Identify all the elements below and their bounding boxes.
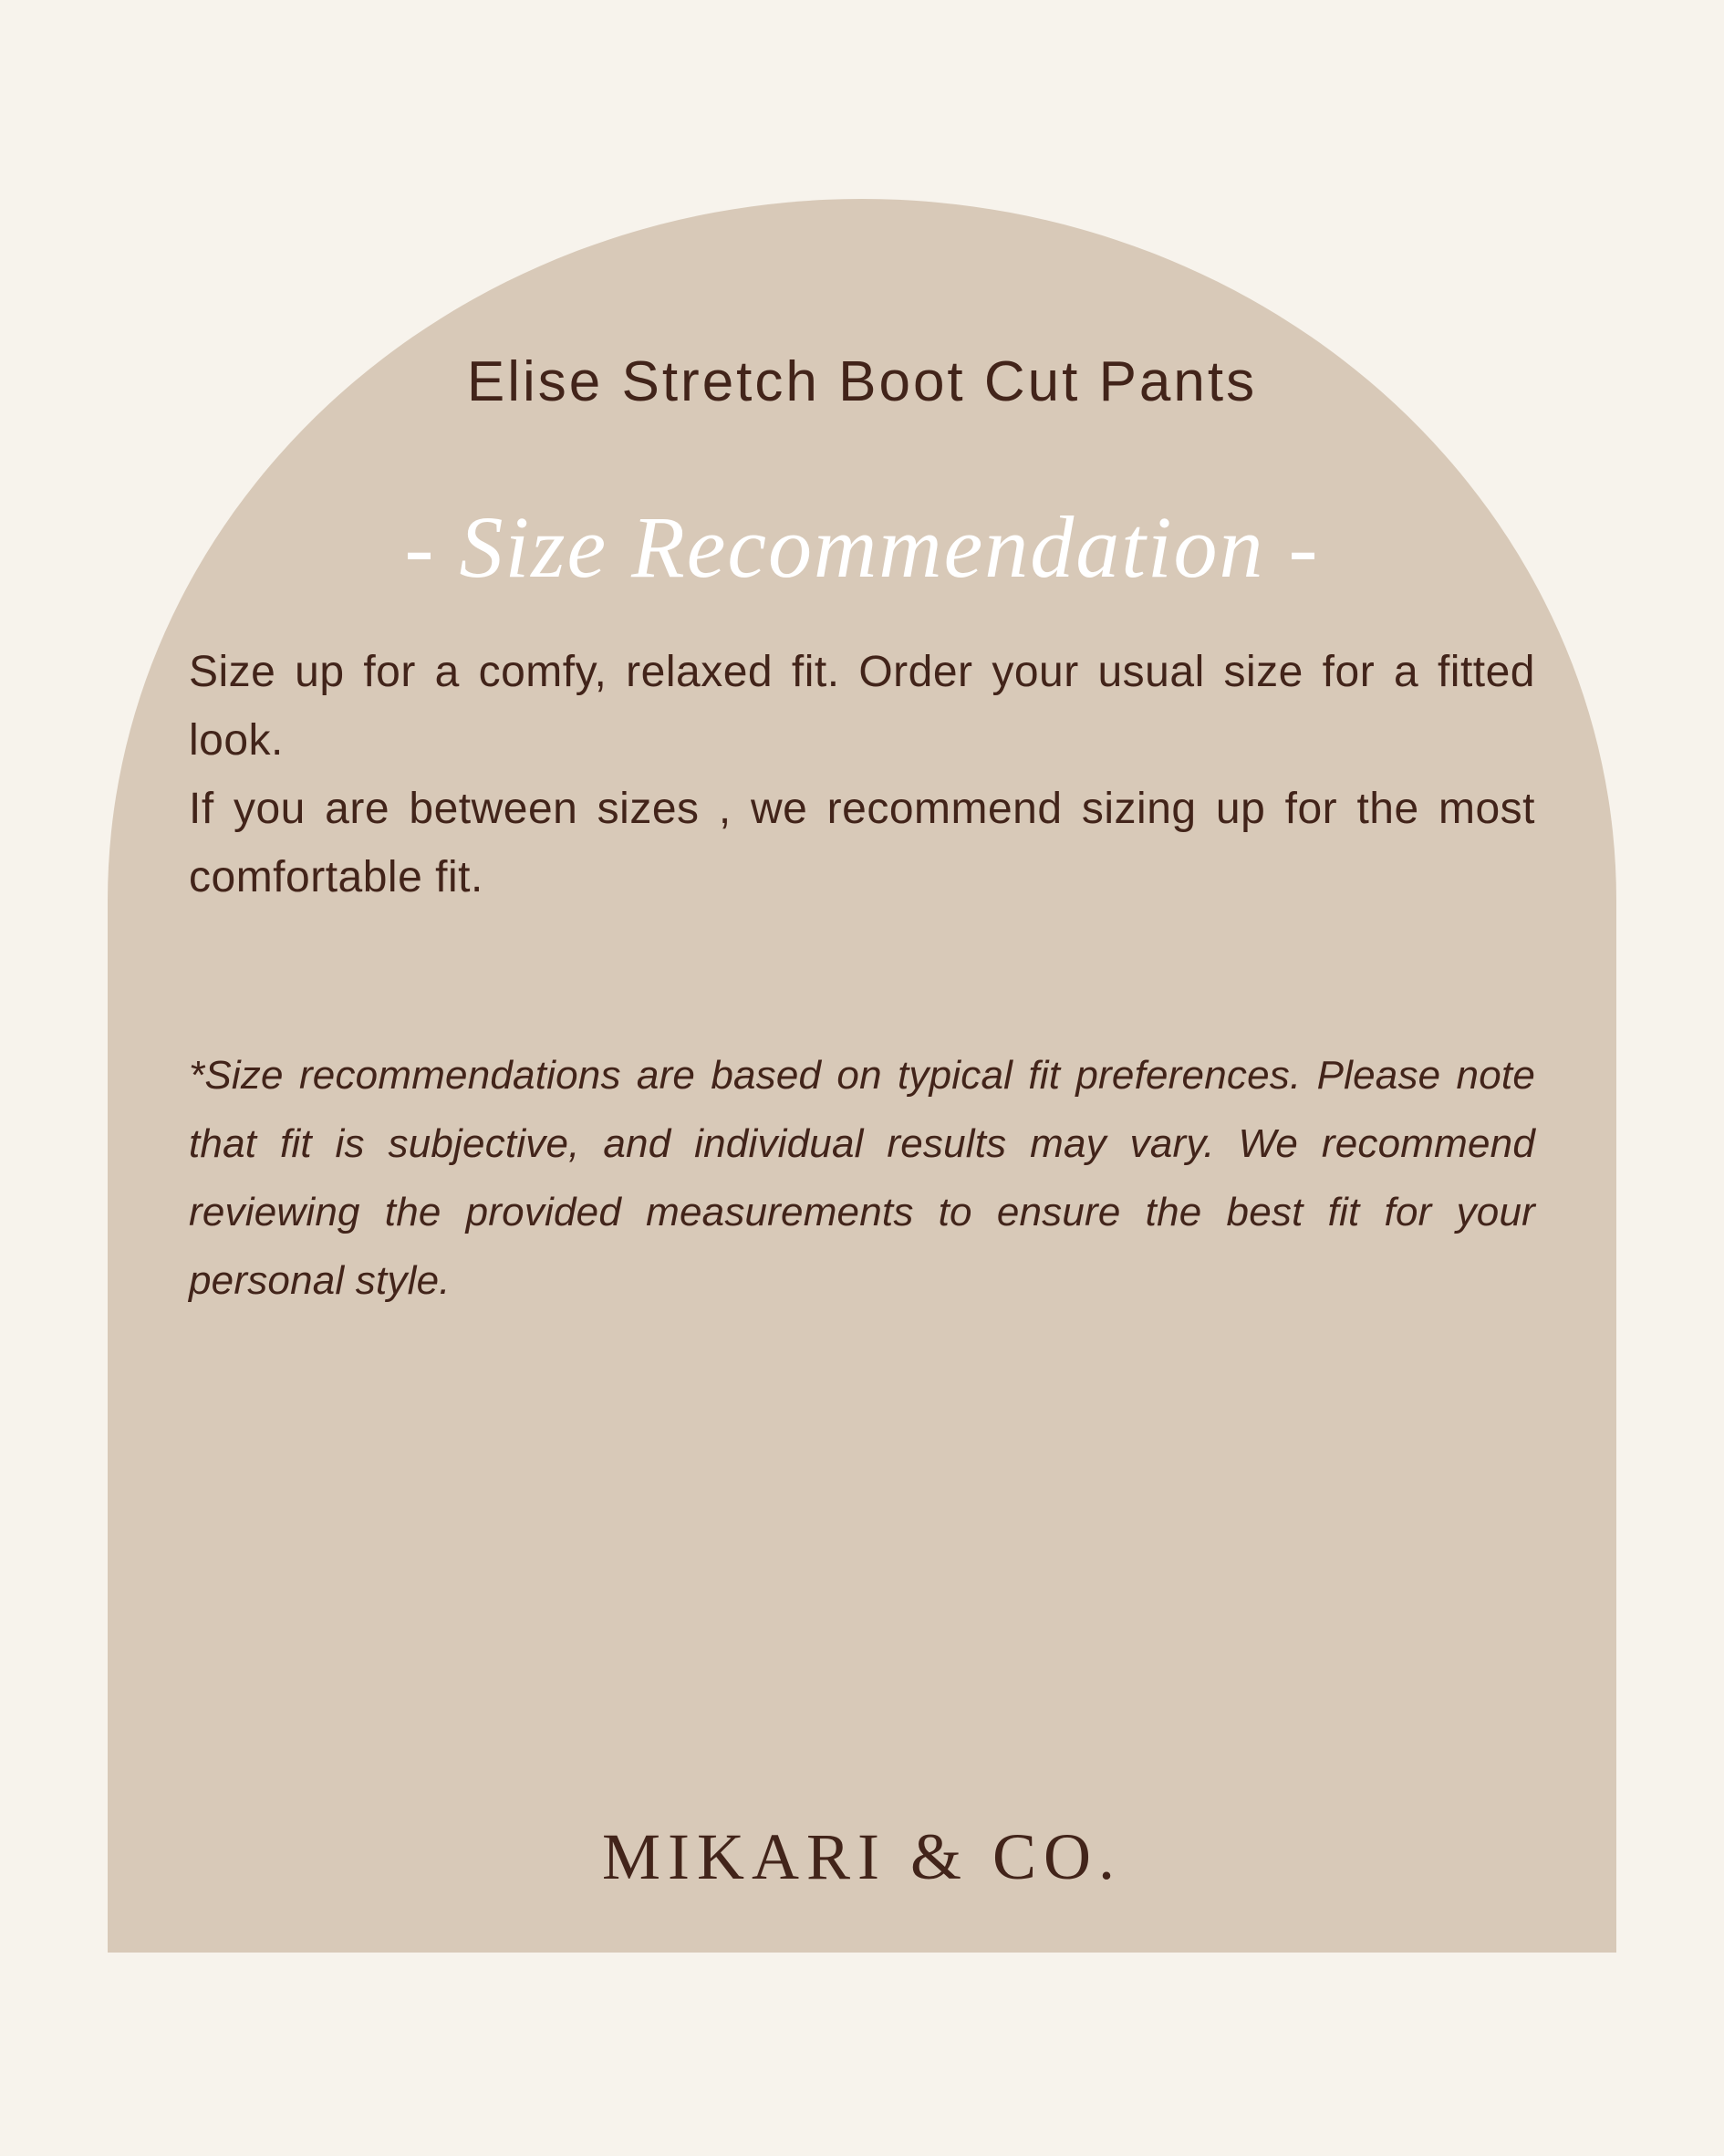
text-line: look. bbox=[189, 716, 284, 765]
text-line: personal style. bbox=[189, 1258, 451, 1303]
text-line: reviewing the provided measurements to ensure the best fit for your bbox=[189, 1190, 1535, 1234]
arch-content bbox=[108, 199, 1616, 1953]
text-line: *Size recommendations are based on typical fit preferences. Please note bbox=[189, 1053, 1535, 1098]
between-sizes-paragraph bbox=[189, 775, 1535, 911]
size-recommendation-heading: - Size Recommendation - bbox=[404, 498, 1320, 596]
disclaimer-paragraph bbox=[189, 1041, 1535, 1315]
text-line: If you are between sizes , we recommend sizing up for the most bbox=[189, 785, 1535, 833]
product-title: Elise Stretch Boot Cut Pants bbox=[466, 350, 1258, 413]
arch-panel bbox=[108, 199, 1616, 1953]
text-line: comfortable fit. bbox=[189, 853, 483, 901]
text-line: that fit is subjective, and individual results may vary. We recommend bbox=[189, 1121, 1535, 1166]
brand-logo: MIKARI & CO. bbox=[601, 1820, 1122, 1893]
text-line: Size up for a comfy, relaxed fit. Order your usual size for a fitted bbox=[189, 648, 1535, 696]
fit-advice-paragraph bbox=[189, 638, 1535, 775]
